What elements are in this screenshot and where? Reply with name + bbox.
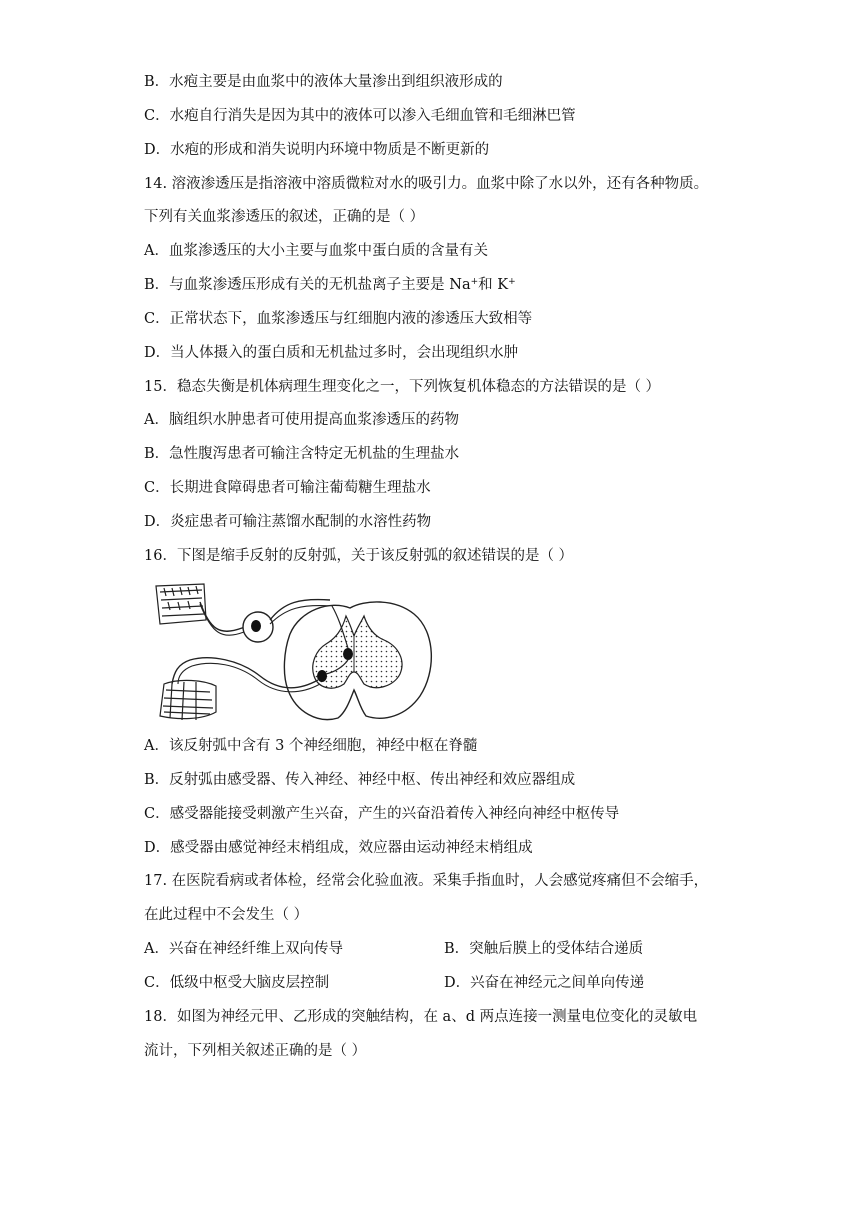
q17-option-b: B．突触后膜上的受体结合递质 bbox=[444, 941, 644, 957]
sodium-charge: + bbox=[470, 277, 479, 287]
motor-neuron-body bbox=[317, 670, 327, 682]
q17-option-c: C．低级中枢受大脑皮层控制 bbox=[144, 975, 330, 991]
q14-option-a: A．血浆渗透压的大小主要与血浆中蛋白质的含量有关 bbox=[144, 243, 488, 259]
reflex-arc-figure bbox=[150, 580, 440, 728]
q13-option-c: C．水疱自行消失是因为其中的液体可以渗入毛细血管和毛细淋巴管 bbox=[144, 108, 576, 124]
q17-stem-line1: 17. 在医院看病或者体检，经常会化验血液。采集手指血时，人会感觉疼痛但不会缩手， bbox=[144, 873, 709, 889]
q13-option-b: B．水疱主要是由血浆中的液体大量渗出到组织液形成的 bbox=[144, 74, 503, 90]
q15-stem: 15．稳态失衡是机体病理生理变化之一，下列恢复机体稳态的方法错误的是（ ） bbox=[144, 379, 661, 395]
q14-option-b-text: B．与血浆渗透压形成有关的无机盐离子主要是 Na bbox=[144, 277, 471, 293]
q16-option-c: C．感受器能接受刺激产生兴奋，产生的兴奋沿着传入神经向神经中枢传导 bbox=[144, 806, 620, 822]
q14-stem-line1: 14. 溶液渗透压是指溶液中溶质微粒对水的吸引力。血浆中除了水以外，还有各种物质。 bbox=[144, 176, 709, 192]
q16-option-d: D．感受器由感觉神经末梢组成，效应器由运动神经末梢组成 bbox=[144, 840, 533, 856]
q14-option-b-text2: 和 K bbox=[478, 277, 509, 293]
q13-option-d: D．水疱的形成和消失说明内环境中物质是不断更新的 bbox=[144, 142, 490, 158]
q18-stem-line2: 流计，下列相关叙述正确的是（ ） bbox=[144, 1043, 367, 1059]
q14-option-b bbox=[144, 275, 516, 295]
q16-option-b: B．反射弧由感受器、传入神经、神经中枢、传出神经和效应器组成 bbox=[144, 772, 576, 788]
q14-option-c: C．正常状态下，血浆渗透压与红细胞内液的渗透压大致相等 bbox=[144, 311, 533, 327]
q15-option-d: D．炎症患者可输注蒸馏水配制的水溶性药物 bbox=[144, 514, 432, 530]
interneuron-body bbox=[343, 648, 353, 660]
q15-option-a: A．脑组织水肿患者可使用提高血浆渗透压的药物 bbox=[144, 412, 459, 428]
q14-option-d: D．当人体摄入的蛋白质和无机盐过多时，会出现组织水肿 bbox=[144, 345, 519, 361]
q14-stem-line2: 下列有关血浆渗透压的叙述，正确的是（ ） bbox=[144, 209, 425, 225]
q17-option-d: D．兴奋在神经元之间单向传递 bbox=[444, 975, 645, 991]
potassium-charge: + bbox=[508, 277, 516, 287]
receptor-skin-icon bbox=[156, 584, 206, 624]
q18-stem-line1: 18．如图为神经元甲、乙形成的突触结构，在 a、d 两点连接一测量电位变化的灵敏电 bbox=[144, 1009, 698, 1025]
q17-stem-line2: 在此过程中不会发生（ ） bbox=[144, 907, 309, 923]
q17-option-a: A．兴奋在神经纤维上双向传导 bbox=[144, 941, 343, 957]
effector-muscle-icon bbox=[160, 680, 216, 720]
q15-option-b: B．急性腹泻患者可输注含特定无机盐的生理盐水 bbox=[144, 446, 460, 462]
q16-stem: 16．下图是缩手反射的反射弧，关于该反射弧的叙述错误的是（ ） bbox=[144, 548, 574, 564]
q16-option-a: A．该反射弧中含有 3 个神经细胞，神经中枢在脊髓 bbox=[144, 738, 478, 754]
q15-option-c: C．长期进食障碍患者可输注葡萄糖生理盐水 bbox=[144, 480, 431, 496]
